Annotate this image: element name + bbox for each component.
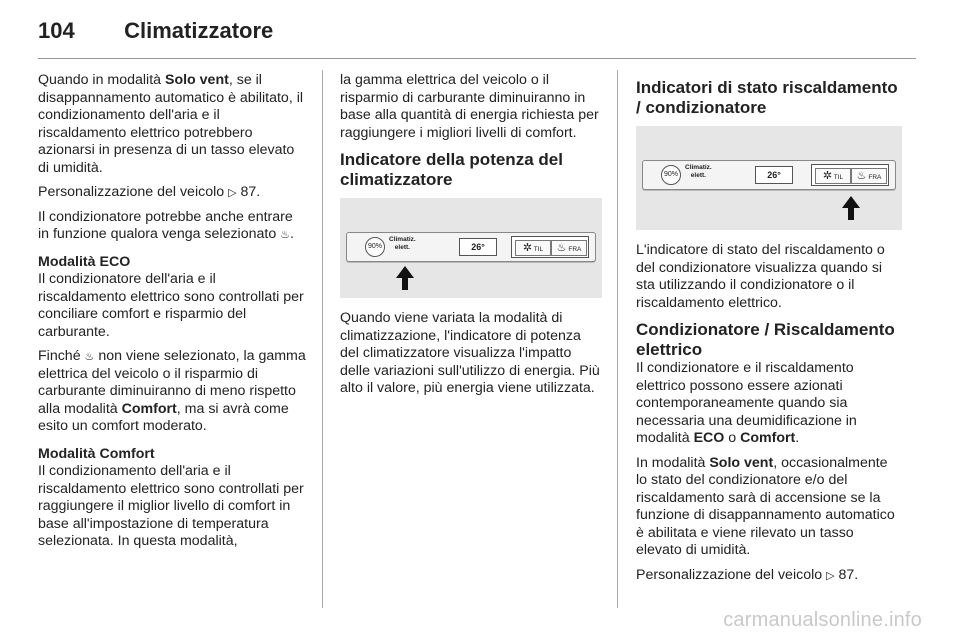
- paragraph: la gamma elettrica del veicolo o il risparmio di carburante diminuiranno in base alla quantità di energia richiesta per raggiungere i migliori livelli di comfort.: [340, 72, 599, 141]
- arrow-up-icon: [842, 196, 860, 208]
- heat-icon: ♨: [856, 169, 867, 182]
- defrost-icon: ♨: [280, 228, 291, 241]
- heading-status-indicators: Indicatori di stato riscaldamento / condizionatore: [636, 78, 898, 117]
- temperature-display: 26°: [459, 238, 497, 256]
- paragraph: In modalità Solo vent, occasionalmente lo stato del condizionatore e/o del riscaldamento sarà di accensione se la funzione di disappannamento automatico è abilitata e viene rilevato un tasso elevato di umidità.: [636, 454, 895, 558]
- power-percent-gauge: 90%: [661, 165, 681, 185]
- paragraph: Finché ♨ non viene selezionato, la gamma elettrica del veicolo o il risparmio di carburante diminuiranno di meno rispetto alla modalità Comfort, ma si avrà come esito un comfort moderato.: [38, 348, 306, 434]
- heater-status-segment: ♨ FRA: [551, 240, 587, 256]
- arrow-shaft: [848, 208, 854, 220]
- climate-display-panel: [346, 232, 596, 262]
- page-reference-icon: ▷: [228, 186, 237, 199]
- paragraph: Il condizionatore potrebbe anche entrare in funzione qualora venga selezionato ♨.: [38, 208, 294, 242]
- column-2: [340, 72, 602, 405]
- arrow-shaft: [402, 278, 408, 290]
- snowflake-icon: ✲: [522, 241, 533, 254]
- heading-comfort: Modalità Comfort: [38, 445, 155, 462]
- paragraph: Il condizionatore dell'aria e il riscaldamento elettrico sono controllati per conciliare comfort e risparmio del carburante.: [38, 271, 304, 340]
- heading-ac-heater: Condizionatore / Riscaldamento elettrico: [636, 320, 895, 359]
- column-divider-1: [322, 70, 323, 608]
- electric-climate-label: Climatiz. elett.: [685, 164, 712, 179]
- defrost-icon: ♨: [84, 350, 95, 363]
- paragraph: Quando viene variata la modalità di climatizzazione, l'indicatore di potenza del climatizzatore visualizza l'impatto delle variazioni sull'utilizzo di energia. Più alto il valore, più energia viene utilizzata.: [340, 310, 600, 396]
- paragraph: L'indicatore di stato del riscaldamento o del condizionatore visualizza quando si sta utilizzando il condizionatore o il riscaldamento elettrico.: [636, 242, 885, 311]
- paragraph: Il condizionamento dell'aria e il riscaldamento elettrico sono controllati per raggiungere il miglior livello di comfort in base all'impostazione di temperatura selezionata. In questa modalità,: [38, 463, 304, 549]
- heater-status-segment: ♨ FRA: [851, 168, 887, 184]
- ac-status-segment: ✲ TIL: [815, 168, 851, 184]
- power-percent-gauge: 90%: [365, 237, 385, 257]
- paragraph: Il condizionatore e il riscaldamento elettrico possono essere azionati contemporaneamente quando sia necessaria una deumidificazione in modalità ECO o Comfort.: [636, 360, 857, 446]
- paragraph: Personalizzazione del veicolo ▷ 87.: [38, 184, 261, 200]
- paragraph: Quando in modalità Solo vent, se il disappannamento automatico è abilitato, il condizionamento dell'aria e il riscaldamento elettrico potrebbero azionarsi in presenza di un tasso elevato di umidità.: [38, 72, 304, 176]
- page-number: 104: [38, 18, 75, 43]
- status-indicator-figure: [636, 126, 902, 230]
- snowflake-icon: ✲: [822, 169, 833, 182]
- heat-icon: ♨: [556, 241, 567, 254]
- electric-climate-label: Climatiz. elett.: [389, 236, 416, 251]
- page-header: [38, 18, 273, 44]
- page-reference-icon: ▷: [826, 568, 835, 582]
- paragraph: Personalizzazione del veicolo ▷ 87.: [636, 566, 859, 583]
- heading-power-indicator: Indicatore della potenza del climatizzatore: [340, 150, 563, 189]
- climate-panel-figure: [340, 198, 602, 298]
- arrow-up-icon: [396, 266, 414, 278]
- column-1: [38, 72, 306, 558]
- heading-eco: Modalità ECO: [38, 253, 131, 270]
- temperature-display: 26°: [755, 166, 793, 184]
- ac-status-segment: ✲ TIL: [515, 240, 551, 256]
- column-divider-2: [617, 70, 618, 608]
- mode-indicator: [811, 164, 889, 186]
- page-title: Climatizzatore: [124, 18, 274, 43]
- climate-display-panel: [642, 160, 896, 190]
- mode-indicator: [511, 236, 589, 258]
- header-rule: [38, 58, 916, 59]
- watermark: carmanualsonline.info: [723, 609, 922, 631]
- column-3: [636, 72, 902, 591]
